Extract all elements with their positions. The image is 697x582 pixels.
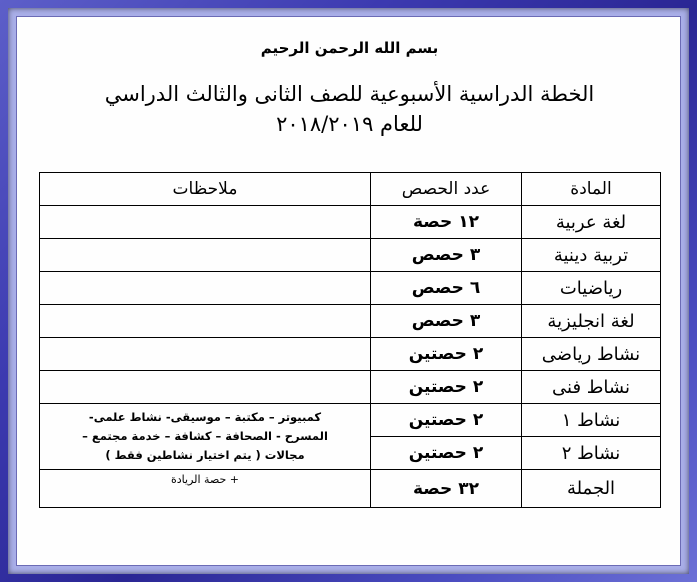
page-title: الخطة الدراسية الأسبوعية للصف الثانى والثالث الدراسي [104, 82, 595, 106]
weekly-plan-table [39, 172, 661, 508]
count-cell: ٢ حصتين [371, 338, 522, 371]
activity-notes-line: المسرح - الصحافة – كشافة – خدمة مجتمع – [82, 429, 328, 443]
subject-cell: رياضيات [522, 272, 661, 305]
table-row [40, 404, 661, 437]
count-cell: ٣ حصص [371, 305, 522, 338]
count-cell: ٦ حصص [371, 272, 522, 305]
subject-cell: لغة انجليزية [522, 305, 661, 338]
table-row [40, 272, 661, 305]
subject-cell: نشاط فنى [522, 371, 661, 404]
notes-cell [40, 206, 371, 239]
notes-cell [40, 305, 371, 338]
count-cell: ٢ حصتين [371, 404, 522, 437]
notes-cell [40, 338, 371, 371]
table-row [40, 206, 661, 239]
table-header-row [40, 173, 661, 206]
table-row [40, 371, 661, 404]
basmala-heading: بسم الله الرحمن الرحيم [260, 39, 439, 57]
activity-notes-line: كمبيوتر – مكتبة – موسيقى- نشاط علمى- [88, 410, 322, 424]
table-row [40, 239, 661, 272]
subject-cell: نشاط ١ [522, 404, 661, 437]
notes-cell [40, 371, 371, 404]
subject-cell: تربية دينية [522, 239, 661, 272]
table-row [40, 305, 661, 338]
subject-cell: نشاط رياضى [522, 338, 661, 371]
total-note-cell: + حصة الريادة [40, 470, 371, 508]
total-count-cell: ٣٢ حصة [371, 470, 522, 508]
header-notes: ملاحظات [40, 173, 371, 206]
header-subject: المادة [522, 173, 661, 206]
activity-notes-line: مجالات ( يتم اختيار نشاطين فقط ) [105, 448, 305, 462]
header-count: عدد الحصص [371, 173, 522, 206]
subject-cell: لغة عربية [522, 206, 661, 239]
page-subtitle: للعام ٢٠١٨/٢٠١٩ [276, 112, 423, 136]
activity-notes-cell [40, 404, 371, 470]
subject-cell: نشاط ٢ [522, 437, 661, 470]
notes-cell [40, 272, 371, 305]
count-cell: ٣ حصص [371, 239, 522, 272]
table-row [40, 338, 661, 371]
count-cell: ٢ حصتين [371, 371, 522, 404]
document-page [16, 16, 681, 566]
total-label-cell: الجملة [522, 470, 661, 508]
count-cell: ١٢ حصة [371, 206, 522, 239]
table-total-row [40, 470, 661, 508]
notes-cell [40, 239, 371, 272]
count-cell: ٢ حصتين [371, 437, 522, 470]
